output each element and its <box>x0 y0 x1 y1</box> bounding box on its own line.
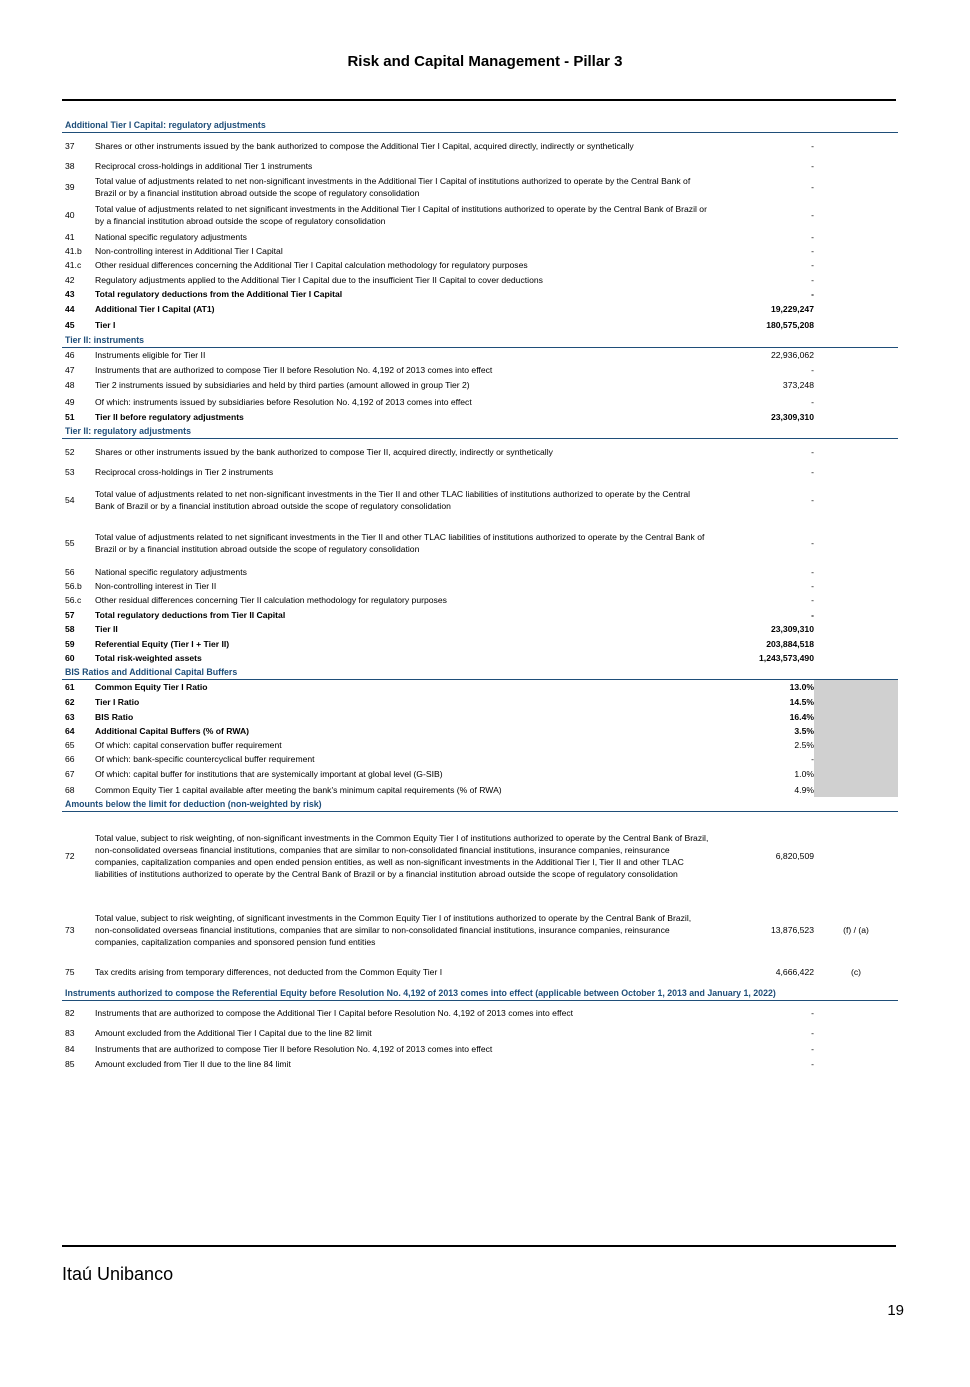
row-description: Regulatory adjustments applied to the Additional Tier I Capital due to the insufficient Tier II Capital to cover deductions <box>95 274 543 285</box>
row-description: Additional Tier I Capital (AT1) <box>95 304 215 314</box>
row-reference <box>814 348 898 362</box>
table-row <box>62 348 898 362</box>
row-reference <box>814 410 898 424</box>
table-row <box>62 258 898 272</box>
row-value: - <box>811 1044 814 1054</box>
row-reference <box>814 636 898 651</box>
row-value: 13.0% <box>789 682 814 692</box>
row-reference <box>814 752 898 766</box>
row-reference <box>814 173 898 201</box>
table-row <box>62 133 898 158</box>
row-number: 84 <box>65 1044 75 1054</box>
row-number: 66 <box>65 754 75 764</box>
row-value: - <box>811 289 814 299</box>
capital-table <box>62 118 898 1071</box>
row-description: Referential Equity (Tier I + Tier II) <box>95 638 230 649</box>
row-reference <box>814 301 898 317</box>
row-description: Non-controlling interest in Additional Tier I Capital <box>95 246 283 256</box>
section-header: Amounts below the limit for deduction (non-weighted by risk) <box>62 797 898 812</box>
row-description: Total value of adjustments related to net non-significant investments in the Additional Tier I Capital of institutions authorized to operate by the Central Bank of Brazil or by a financial institution abroad outside the scope of regulatory consolidation <box>95 176 691 198</box>
row-number: 51 <box>65 412 75 422</box>
row-number: 52 <box>65 447 75 457</box>
table-row <box>62 393 898 410</box>
row-reference <box>814 287 898 301</box>
table-row <box>62 812 898 900</box>
row-reference <box>814 812 898 900</box>
row-description: Instruments that are authorized to compose the Additional Tier I Capital before Resolution No. 4,192 of 2013 comes into effect <box>95 1007 574 1018</box>
row-description: National specific regulatory adjustments <box>95 231 247 242</box>
row-description: Tier 2 instruments issued by subsidiaries and held by third parties (amount allowed in group Tier 2) <box>95 380 470 390</box>
row-value: 4,666,422 <box>775 967 814 977</box>
row-value: - <box>811 140 814 151</box>
row-description: Common Equity Tier I Ratio <box>95 682 208 692</box>
row-number: 41.b <box>65 246 82 256</box>
row-reference <box>814 201 898 229</box>
row-value: - <box>811 1059 814 1069</box>
row-value: - <box>811 182 814 192</box>
row-number: 45 <box>65 320 75 330</box>
row-number: 44 <box>65 304 75 314</box>
row-reference <box>814 1057 898 1071</box>
row-description: Amount excluded from the Additional Tier I Capital due to the line 82 limit <box>95 1027 372 1038</box>
row-number: 56.c <box>65 595 82 605</box>
table-row <box>62 377 898 393</box>
table-row <box>62 1057 898 1071</box>
row-description: Tax credits arising from temporary differences, not deducted from the Common Equity Tier I <box>95 967 443 977</box>
row-reference <box>814 709 898 724</box>
page-title: Risk and Capital Management - Pillar 3 <box>347 53 623 70</box>
row-value: 203,884,518 <box>766 638 814 649</box>
row-value: 1,243,573,490 <box>759 653 814 663</box>
row-value: - <box>811 495 814 505</box>
row-value: - <box>811 396 814 407</box>
row-description: Instruments that are authorized to compose Tier II before Resolution No. 4,192 of 2013 comes into effect <box>95 364 493 375</box>
row-description: Tier II <box>95 624 118 634</box>
section-header: Tier II: regulatory adjustments <box>62 424 898 439</box>
table-row <box>62 636 898 651</box>
row-reference <box>814 393 898 410</box>
row-value: 22,936,062 <box>770 350 814 360</box>
row-description: Instruments eligible for Tier II <box>95 350 206 360</box>
row-number: 62 <box>65 696 75 707</box>
row-number: 54 <box>65 495 75 505</box>
row-description: Of which: capital conservation buffer requirement <box>95 740 282 750</box>
section-header: BIS Ratios and Additional Capital Buffers <box>62 665 898 680</box>
row-reference <box>814 244 898 258</box>
row-number: 72 <box>65 851 75 861</box>
table-row <box>62 680 898 694</box>
row-number: 56.b <box>65 581 82 591</box>
row-number: 42 <box>65 274 75 285</box>
row-description: Amount excluded from Tier II due to the line 84 limit <box>95 1059 291 1069</box>
row-number: 48 <box>65 380 75 390</box>
row-reference <box>814 680 898 694</box>
row-number: 38 <box>65 160 75 171</box>
table-row <box>62 362 898 377</box>
row-number: 82 <box>65 1007 75 1018</box>
row-description: Reciprocal cross-holdings in Tier 2 instruments <box>95 467 274 477</box>
row-value: 14.5% <box>789 696 814 707</box>
row-number: 61 <box>65 682 75 692</box>
row-number: 64 <box>65 726 75 736</box>
row-number: 41.c <box>65 260 82 270</box>
table-row <box>62 651 898 665</box>
row-description: Total value, subject to risk weighting, of significant investments in the Common Equity Tier I of institutions authorized to operate by the Central Bank of Brazil, non-consolidated overseas financial institutions, companies that are similar to non-consolidated financial institutions, insurance companies, reinsurance companies, capitalization companies and sponsored pension fund entities <box>95 913 692 947</box>
row-reference <box>814 782 898 797</box>
row-description: Additional Capital Buffers (% of RWA) <box>95 726 250 736</box>
table-row <box>62 694 898 709</box>
row-description: Of which: capital buffer for institutions that are systemically important at global level (G-SIB) <box>95 769 443 779</box>
row-number: 49 <box>65 396 75 407</box>
table-row <box>62 565 898 579</box>
table-row <box>62 229 898 244</box>
footer-rule <box>62 1245 896 1247</box>
row-reference <box>814 1001 898 1024</box>
table-row <box>62 579 898 593</box>
row-number: 46 <box>65 350 75 360</box>
table-row <box>62 738 898 752</box>
row-value: - <box>811 447 814 457</box>
row-number: 53 <box>65 467 75 477</box>
row-number: 47 <box>65 364 75 375</box>
row-number: 57 <box>65 609 75 620</box>
table-row <box>62 1024 898 1041</box>
table-row <box>62 607 898 622</box>
row-reference <box>814 565 898 579</box>
row-value: 19,229,247 <box>770 304 814 314</box>
row-value: - <box>811 538 814 548</box>
row-description: Reciprocal cross-holdings in additional Tier 1 instruments <box>95 160 313 171</box>
table-row <box>62 1041 898 1057</box>
row-reference <box>814 521 898 565</box>
table-row <box>62 900 898 960</box>
row-number: 41 <box>65 231 75 242</box>
row-number: 75 <box>65 967 75 977</box>
row-value: - <box>811 231 814 242</box>
row-reference <box>814 724 898 738</box>
row-value: - <box>811 567 814 577</box>
row-number: 65 <box>65 740 75 750</box>
row-value: - <box>811 609 814 620</box>
row-description: Total value of adjustments related to net significant investments in the Additional Tier I Capital of institutions authorized to operate by the Central Bank of Brazil or by a financial institution abroad outside the scope of regulatory consolidation <box>95 204 707 226</box>
row-number: 59 <box>65 638 75 649</box>
row-reference <box>814 738 898 752</box>
row-reference <box>814 158 898 173</box>
row-value: - <box>811 581 814 591</box>
row-value: - <box>811 260 814 270</box>
row-value: 13,876,523 <box>770 925 814 935</box>
row-description: Instruments that are authorized to compose Tier II before Resolution No. 4,192 of 2013 comes into effect <box>95 1044 493 1054</box>
table-row <box>62 766 898 782</box>
section-header: Tier II: instruments <box>62 333 898 348</box>
section-header: Additional Tier I Capital: regulatory adjustments <box>62 118 898 133</box>
row-description: Total regulatory deductions from the Additional Tier I Capital <box>95 289 343 299</box>
row-number: 73 <box>65 925 75 935</box>
row-number: 60 <box>65 653 75 663</box>
row-reference <box>814 362 898 377</box>
row-value: - <box>811 210 814 220</box>
table-row <box>62 317 898 333</box>
row-number: 68 <box>65 784 75 795</box>
row-description: Tier II before regulatory adjustments <box>95 412 244 422</box>
row-number: 56 <box>65 567 75 577</box>
row-description: Total value of adjustments related to net non-significant investments in the Tier II and other TLAC liabilities of institutions authorized to operate by the Central Bank of Brazil or by a financial institution abroad outside the scope of regulatory consolidation <box>95 489 691 511</box>
table-row <box>62 272 898 287</box>
row-value: - <box>811 595 814 605</box>
row-value: - <box>811 467 814 477</box>
row-reference: (c) <box>850 967 862 977</box>
table-row <box>62 960 898 984</box>
row-reference <box>814 258 898 272</box>
row-number: 83 <box>65 1027 75 1038</box>
table-row <box>62 709 898 724</box>
row-reference <box>814 1024 898 1041</box>
row-value: 1.0% <box>794 769 814 779</box>
row-reference <box>814 607 898 622</box>
row-value: 23,309,310 <box>770 624 814 634</box>
table-row <box>62 201 898 229</box>
table-row <box>62 287 898 301</box>
row-reference <box>814 229 898 244</box>
row-number: 63 <box>65 711 75 722</box>
row-description: Tier I <box>95 320 116 330</box>
row-reference <box>814 465 898 479</box>
row-description: Total value, subject to risk weighting, of non-significant investments in the Common Equity Tier I of institutions authorized to operate by the Central Bank of Brazil, non-consolidated overseas financial institutions, companies that are similar to non-consolidated financial institutions, insurance companies, reinsurance companies, capitalization companies and open ended pension entities, as well as non-significant investments in the Additional Tier I, Tier II and other TLAC liabilities of institutions authorized to operate by the Central Bank of Brazil or by a financial institution abroad outside the scope of regulatory consolidation <box>95 833 709 879</box>
table-row <box>62 1001 898 1024</box>
row-description: Other residual differences concerning the Additional Tier I Capital calculation methodology for regulatory purposes <box>95 260 528 270</box>
row-value: - <box>811 160 814 171</box>
row-description: Other residual differences concerning Tier II calculation methodology for regulatory purposes <box>95 595 447 605</box>
row-number: 55 <box>65 538 75 548</box>
row-description: Shares or other instruments issued by the bank authorized to compose the Additional Tier I Capital, acquired directly, indirectly or synthetically <box>95 140 634 151</box>
row-value: 23,309,310 <box>770 412 814 422</box>
row-value: 180,575,208 <box>766 320 814 330</box>
row-description: Total regulatory deductions from Tier II Capital <box>95 609 286 620</box>
row-description: Of which: instruments issued by subsidiaries before Resolution No. 4,192 of 2013 comes into effect <box>95 396 472 407</box>
row-value: - <box>811 246 814 256</box>
row-number: 85 <box>65 1059 75 1069</box>
row-description: Total value of adjustments related to net significant investments in the Tier II and other TLAC liabilities of institutions authorized to operate by the Central Bank of Brazil or by a financial institution abroad outside the scope of regulatory consolidation <box>95 532 705 554</box>
footer-brand: Itaú Unibanco <box>62 1264 174 1284</box>
table-row <box>62 410 898 424</box>
row-value: 3.5% <box>794 726 814 736</box>
row-reference <box>814 579 898 593</box>
row-reference <box>814 766 898 782</box>
row-reference <box>814 651 898 665</box>
row-number: 39 <box>65 182 75 192</box>
row-reference: (f) / (a) <box>843 925 869 935</box>
row-description: Common Equity Tier 1 capital available after meeting the bank's minimum capital requirements (% of RWA) <box>95 784 502 795</box>
row-value: - <box>811 1007 814 1018</box>
page-number: 19 <box>887 1302 904 1319</box>
row-value: 2.5% <box>794 740 814 750</box>
row-number: 67 <box>65 769 75 779</box>
row-description: National specific regulatory adjustments <box>95 567 247 577</box>
row-reference <box>814 622 898 636</box>
table-row <box>62 782 898 797</box>
row-reference <box>814 317 898 333</box>
row-description: Tier I Ratio <box>95 696 140 707</box>
row-reference <box>814 479 898 521</box>
row-description: Total risk-weighted assets <box>95 653 202 663</box>
row-number: 43 <box>65 289 75 299</box>
row-value: 4.9% <box>794 784 814 795</box>
row-description: Of which: bank-specific countercyclical buffer requirement <box>95 754 315 764</box>
table-row <box>62 593 898 607</box>
header-rule <box>62 99 896 101</box>
row-value: 16.4% <box>789 711 814 722</box>
table-row <box>62 479 898 521</box>
table-row <box>62 301 898 317</box>
row-reference <box>814 694 898 709</box>
row-value: - <box>811 364 814 375</box>
table-row <box>62 724 898 738</box>
table-row <box>62 173 898 201</box>
row-reference <box>814 377 898 393</box>
row-reference <box>814 439 898 465</box>
row-description: Non-controlling interest in Tier II <box>95 581 217 591</box>
row-number: 58 <box>65 624 75 634</box>
row-value: 373,248 <box>782 380 814 390</box>
table-row <box>62 622 898 636</box>
row-value: 6,820,509 <box>775 851 814 861</box>
table-row <box>62 752 898 766</box>
table-row <box>62 244 898 258</box>
row-description: Shares or other instruments issued by the bank authorized to compose Tier II, acquired directly, indirectly or synthetically <box>95 447 553 457</box>
section-header: Instruments authorized to compose the Referential Equity before Resolution No. 4,192 of 2013 comes into effect (applicable between October 1, 2013 and January 1, 2022) <box>62 986 898 1001</box>
row-number: 37 <box>65 140 75 151</box>
table-row <box>62 439 898 465</box>
row-reference <box>814 1041 898 1057</box>
row-value: - <box>811 1027 814 1038</box>
row-reference <box>814 133 898 158</box>
row-reference <box>814 272 898 287</box>
row-description: BIS Ratio <box>95 711 134 722</box>
table-row <box>62 158 898 173</box>
table-row <box>62 465 898 479</box>
row-number: 40 <box>65 210 75 220</box>
row-reference <box>814 593 898 607</box>
table-row <box>62 521 898 565</box>
row-value: - <box>811 274 814 285</box>
row-value: - <box>811 754 814 764</box>
